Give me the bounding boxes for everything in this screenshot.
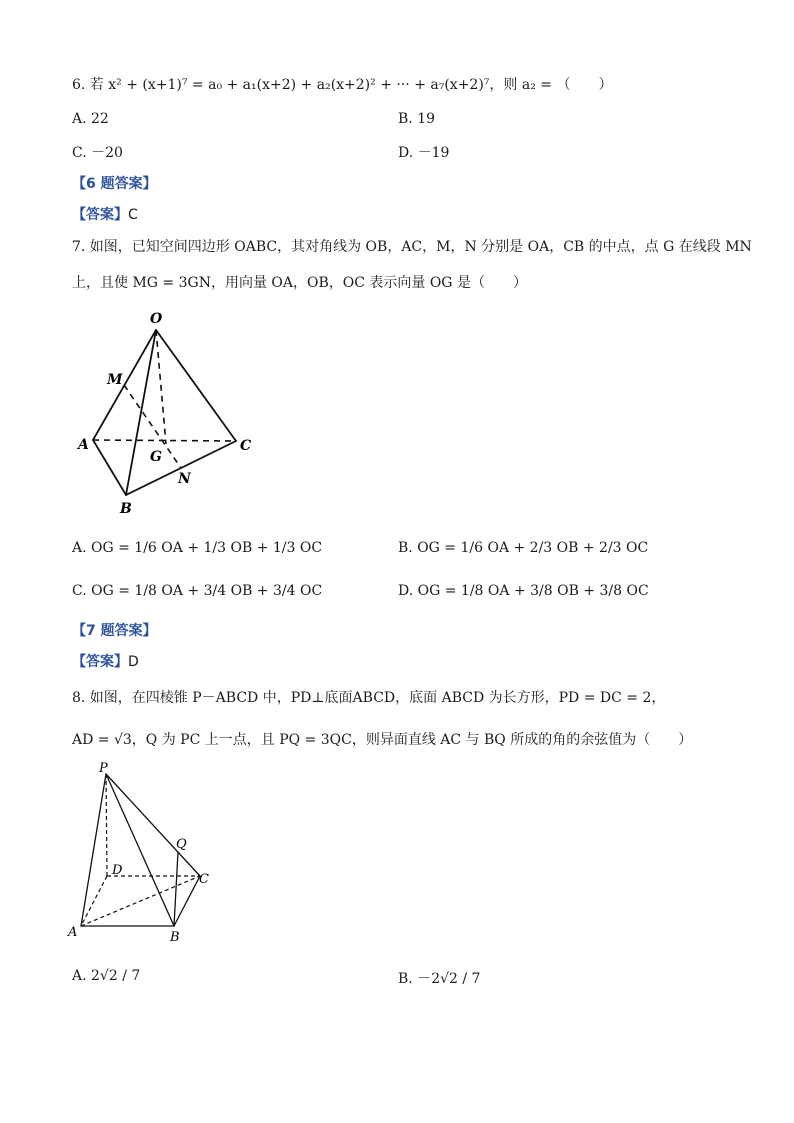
q7-option-a: A. OG = 1/6 OA + 1/3 OB + 1/3 OC [72,540,323,556]
q7-stem-line1: 7. 如图，已知空间四边形 OABC，其对角线为 OB，AC，M，N 分别是 OA，CB 的中点，点 G 在线段 MN [72,239,752,255]
label-B: B [170,930,180,945]
edge-PB [106,774,174,926]
q7-answer-value: D [128,654,139,670]
label-O: O [150,311,163,327]
q6-option-a: A. 22 [72,111,109,127]
label-A: A [68,925,78,940]
q6-answer-header: 【6 题答案】 [72,176,157,192]
q8-pyramid-figure [66,758,226,948]
label-C: C [199,872,209,887]
q7-option-b: B. OG = 1/6 OA + 2/3 OB + 2/3 OC [398,540,649,556]
label-B: B [120,501,132,517]
label-P: P [99,761,108,776]
q6-answer [72,204,138,224]
q7-answer-header: 【7 题答案】 [72,623,157,639]
edge-BC [174,876,200,926]
q6-answer-tag: 【答案】 [72,207,128,223]
q6-answer-value: C [128,207,138,223]
q7-stem-line2: 上，且使 MG = 3GN，用向量 OA，OB，OC 表示向量 OG 是（ ） [72,275,527,291]
edge-OC [156,330,236,441]
q6-option-d: D. －19 [398,145,450,161]
q8-stem-line1: 8. 如图，在四棱锥 P－ABCD 中，PD⊥底面ABCD，底面 ABCD 为长方形，PD = DC = 2， [72,690,666,706]
label-G: G [150,449,162,465]
q6-option-b: B. 19 [398,111,436,127]
label-M: M [107,372,123,388]
dashed-AC [81,876,200,926]
dashed-AC [93,440,236,441]
q6-stem: 6. 若 x² + (x+1)⁷ = a₀ + a₁(x+2) + a₂(x+2)² + ··· + a₇(x+2)⁷，则 a₂ = （ ） [72,77,613,93]
q6-option-c: C. －20 [72,145,123,161]
q8-stem-line2: AD = √3，Q 为 PC 上一点，且 PQ = 3QC，则异面直线 AC 与 BQ 所成的角的余弦值为（ ） [72,732,693,748]
q7-option-d: D. OG = 1/8 OA + 3/8 OB + 3/8 OC [398,583,649,599]
dashed-PD [106,774,107,876]
label-Q: Q [176,837,187,852]
label-N: N [178,471,191,487]
q8-option-a: A. 2√2 / 7 [72,968,141,984]
q7-answer-tag: 【答案】 [72,654,128,670]
edge-BQ [174,852,178,926]
dashed-OG [156,330,166,444]
label-D: D [112,863,123,878]
q8-option-b: B. －2√2 / 7 [398,971,481,987]
q7-answer [72,651,139,671]
edge-AB [93,440,126,495]
q7-tetrahedron-figure [70,305,270,520]
edge-PC [106,774,200,876]
label-C: C [240,438,252,454]
q7-option-c: C. OG = 1/8 OA + 3/4 OB + 3/4 OC [72,583,323,599]
label-A: A [78,437,89,453]
